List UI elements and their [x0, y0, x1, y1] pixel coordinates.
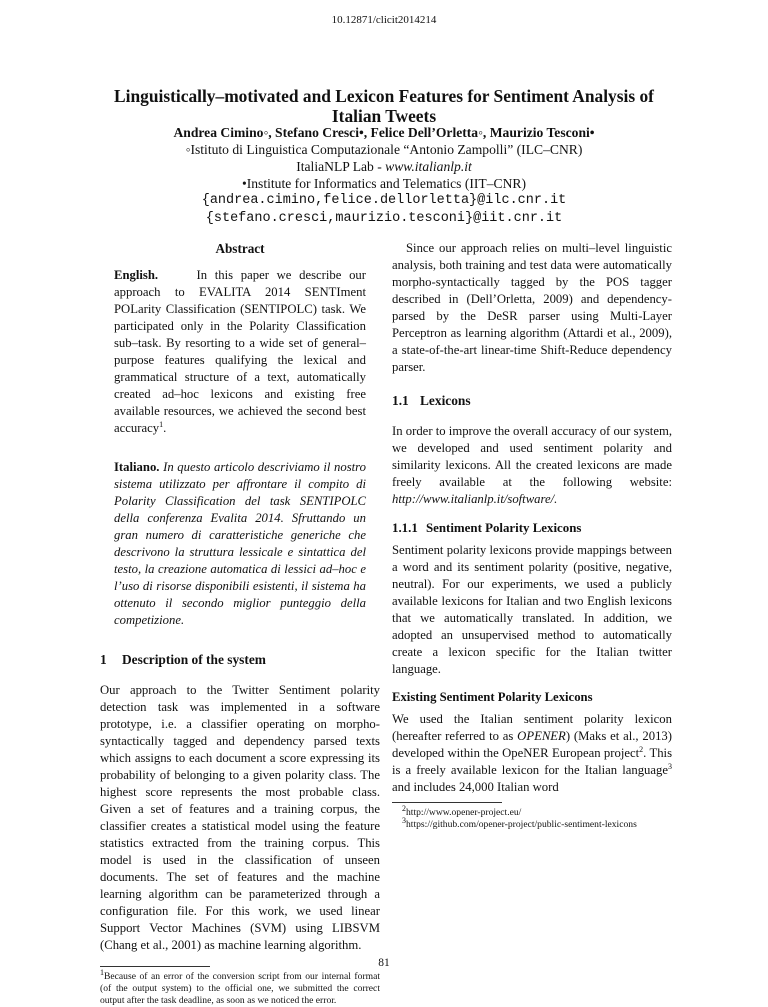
abstract-italian-label: Italiano. — [114, 460, 160, 474]
section-1-heading: 1 Description of the system — [100, 652, 266, 667]
footnote-1: $^1$Because of an error of the conversion script from our internal format (of the output system) to the official one, we submitted the correct output after the task deadline, as soon as we noticed the error. — [100, 967, 380, 1006]
abstract-english-text: In this paper we describe our approach to EVALITA 2014 SENTIment POLarity Classification (SENTIPOLC) task. We participated only in the Polarity Classification sub–task. By resorting to a wide set of general–purpose features qualifying the lexical and grammatical structure of a text, automatically created ad–hoc lexicons and existing free available resources, we achieved the second best accuracy — [114, 268, 366, 435]
abstract-english: English. In this paper we describe our approach to EVALITA 2014 SENTIment POLarity Classification (SENTIPOLC) task. We participated only in the Polarity Classification sub–task. By resorting to a wide set of general–purpose features qualifying the lexical and grammatical structure of a text, automatically created ad–hoc lexicons and existing free available resources, we achieved the second best accuracy$^1$. — [114, 268, 366, 435]
footnote-ref-3: 3 — [668, 761, 672, 771]
italianlp-software-link[interactable]: http://www.italianlp.it/software/. — [392, 492, 558, 506]
footnote-3: $^3$https://github.com/opener-project/public-sentiment-lexicons — [402, 815, 637, 830]
section-1-1-1-heading: 1.1.1 Sentiment Polarity Lexicons — [392, 521, 582, 535]
section-1-1-heading: 1.1 Lexicons — [392, 393, 471, 408]
section-1-paragraph-1: Our approach to the Twitter Sentiment polarity detection task was implemented in a software prototype, i.e. a classifier operating on morpho-syntactically tagged and dependency parsed texts which assigns to each document a score expressing its probability of belonging to a given polarity class. The highest score represents the most probable class. Given a set of features and a training corpus, the classifier creates a statistical model using the feature statistics extracted from the training corpus. This model is used in the classification of unseen documents. The set of features and the machine learning algorithm can be parameterized through a configuration file. For this work, we used linear Support Vector Machines (SVM) using LIBSVM (Chang et al., 2001) as machine learning algorithm. — [100, 683, 380, 952]
footnote-rule-right — [392, 802, 502, 803]
abstract-heading: Abstract — [215, 241, 265, 256]
footnote-ref-2: 2 — [639, 744, 644, 754]
author-block — [0, 124, 768, 228]
doi-header: 10.12871/clicit2014214 — [331, 14, 437, 26]
footnote-ref-1: 1 — [159, 419, 164, 429]
abstract-body — [100, 267, 380, 629]
footnote-2: $^2$http://www.opener-project.eu/ — [402, 803, 522, 818]
section-1-1-text: In order to improve the overall accuracy of our system, we developed and used sentiment polarity and similarity lexicons. All the created lexicons are made freely available at the following website: http://www.italianlp.it/software/. — [392, 424, 672, 506]
section-1-1-1-text: Sentiment polarity lexicons provide mappings between a word and its sentiment polarity (positive, negative, neutral). For our experiments, we used a publicly available lexicons for Italian and two English lexicons that we automatically translated. In addition, we adopted an unsupervised method to automatically create a lexicon specific for the Italian twitter language. — [392, 543, 672, 676]
right-column — [392, 240, 672, 831]
opener-project-link[interactable]: http://www.opener-project.eu/ — [406, 807, 522, 818]
section-1-paragraph-2: Since our approach relies on multi–level linguistic analysis, both training and test data were automatically morpho-syntactically tagged by the POS tagger described in (Dell’Orletta, 2009) and dependency-parsed by the DeSR parser using Multi-Layer Perceptron as learning algorithm (Attardi et al., 2009), a state-of-the-art linear-time Shift-Reduce dependency parser. — [392, 241, 672, 374]
email-ilc: {andrea.cimino,felice.dellorletta}@ilc.cnr.it — [201, 193, 567, 208]
existing-lexicons-text: We used the Italian sentiment polarity lexicon (hereafter referred to as OPENER) (Maks et al., 2013) developed within the OpeNER European project$^2$. This is a freely available lexicon for the Italian language$^3$ and includes 24,000 Italian word — [392, 712, 673, 794]
title-line-2: Italian Tweets — [331, 106, 437, 126]
left-column — [100, 240, 380, 1007]
abstract-italian — [114, 459, 366, 629]
affiliation-ilc: ◦Istituto di Linguistica Computazionale “Antonio Zampolli” (ILC–CNR) — [185, 142, 583, 157]
affiliation-italianlp — [0, 158, 768, 175]
paper-title — [90, 86, 678, 126]
existing-lexicons-heading: Existing Sentiment Polarity Lexicons — [392, 690, 593, 704]
affiliation-italianlp-prefix: ItaliaNLP Lab - — [296, 159, 386, 174]
title-line-1: Linguistically–motivated and Lexicon Features for Sentiment Analysis of — [114, 86, 654, 106]
italianlp-site-link[interactable]: www.italianlp.it — [385, 159, 472, 174]
abstract-italian-text: In questo articolo descriviamo il nostro sistema utilizzato per affrontare il compito di Polarity Classification del task SENTIPOLC della conferenza Evalita 2014. Sfruttando un gran numero di caratteristiche generiche che descrivono la struttura lessicale e sintattica del testo, la creazione automatica di lessici ad–hoc e l’uso di risorse disponibili esistenti, il sistema ha ottenuto il secondo miglior punteggio della competizione. — [114, 460, 366, 627]
author-names: Andrea Cimino◦, Stefano Cresci•, Felice Dell’Orletta◦, Maurizio Tesconi• — [173, 125, 595, 140]
email-iit: {stefano.cresci,maurizio.tesconi}@iit.cnr.it — [205, 211, 563, 226]
abstract-english-label: English. — [114, 268, 159, 282]
opener-term: OPENER — [517, 729, 566, 743]
affiliation-iit: •Institute for Informatics and Telematics (IIT–CNR) — [241, 176, 527, 191]
github-lexicons-link[interactable]: https://github.com/opener-project/public-sentiment-lexicons — [406, 819, 637, 830]
page-number: 81 — [378, 957, 390, 969]
